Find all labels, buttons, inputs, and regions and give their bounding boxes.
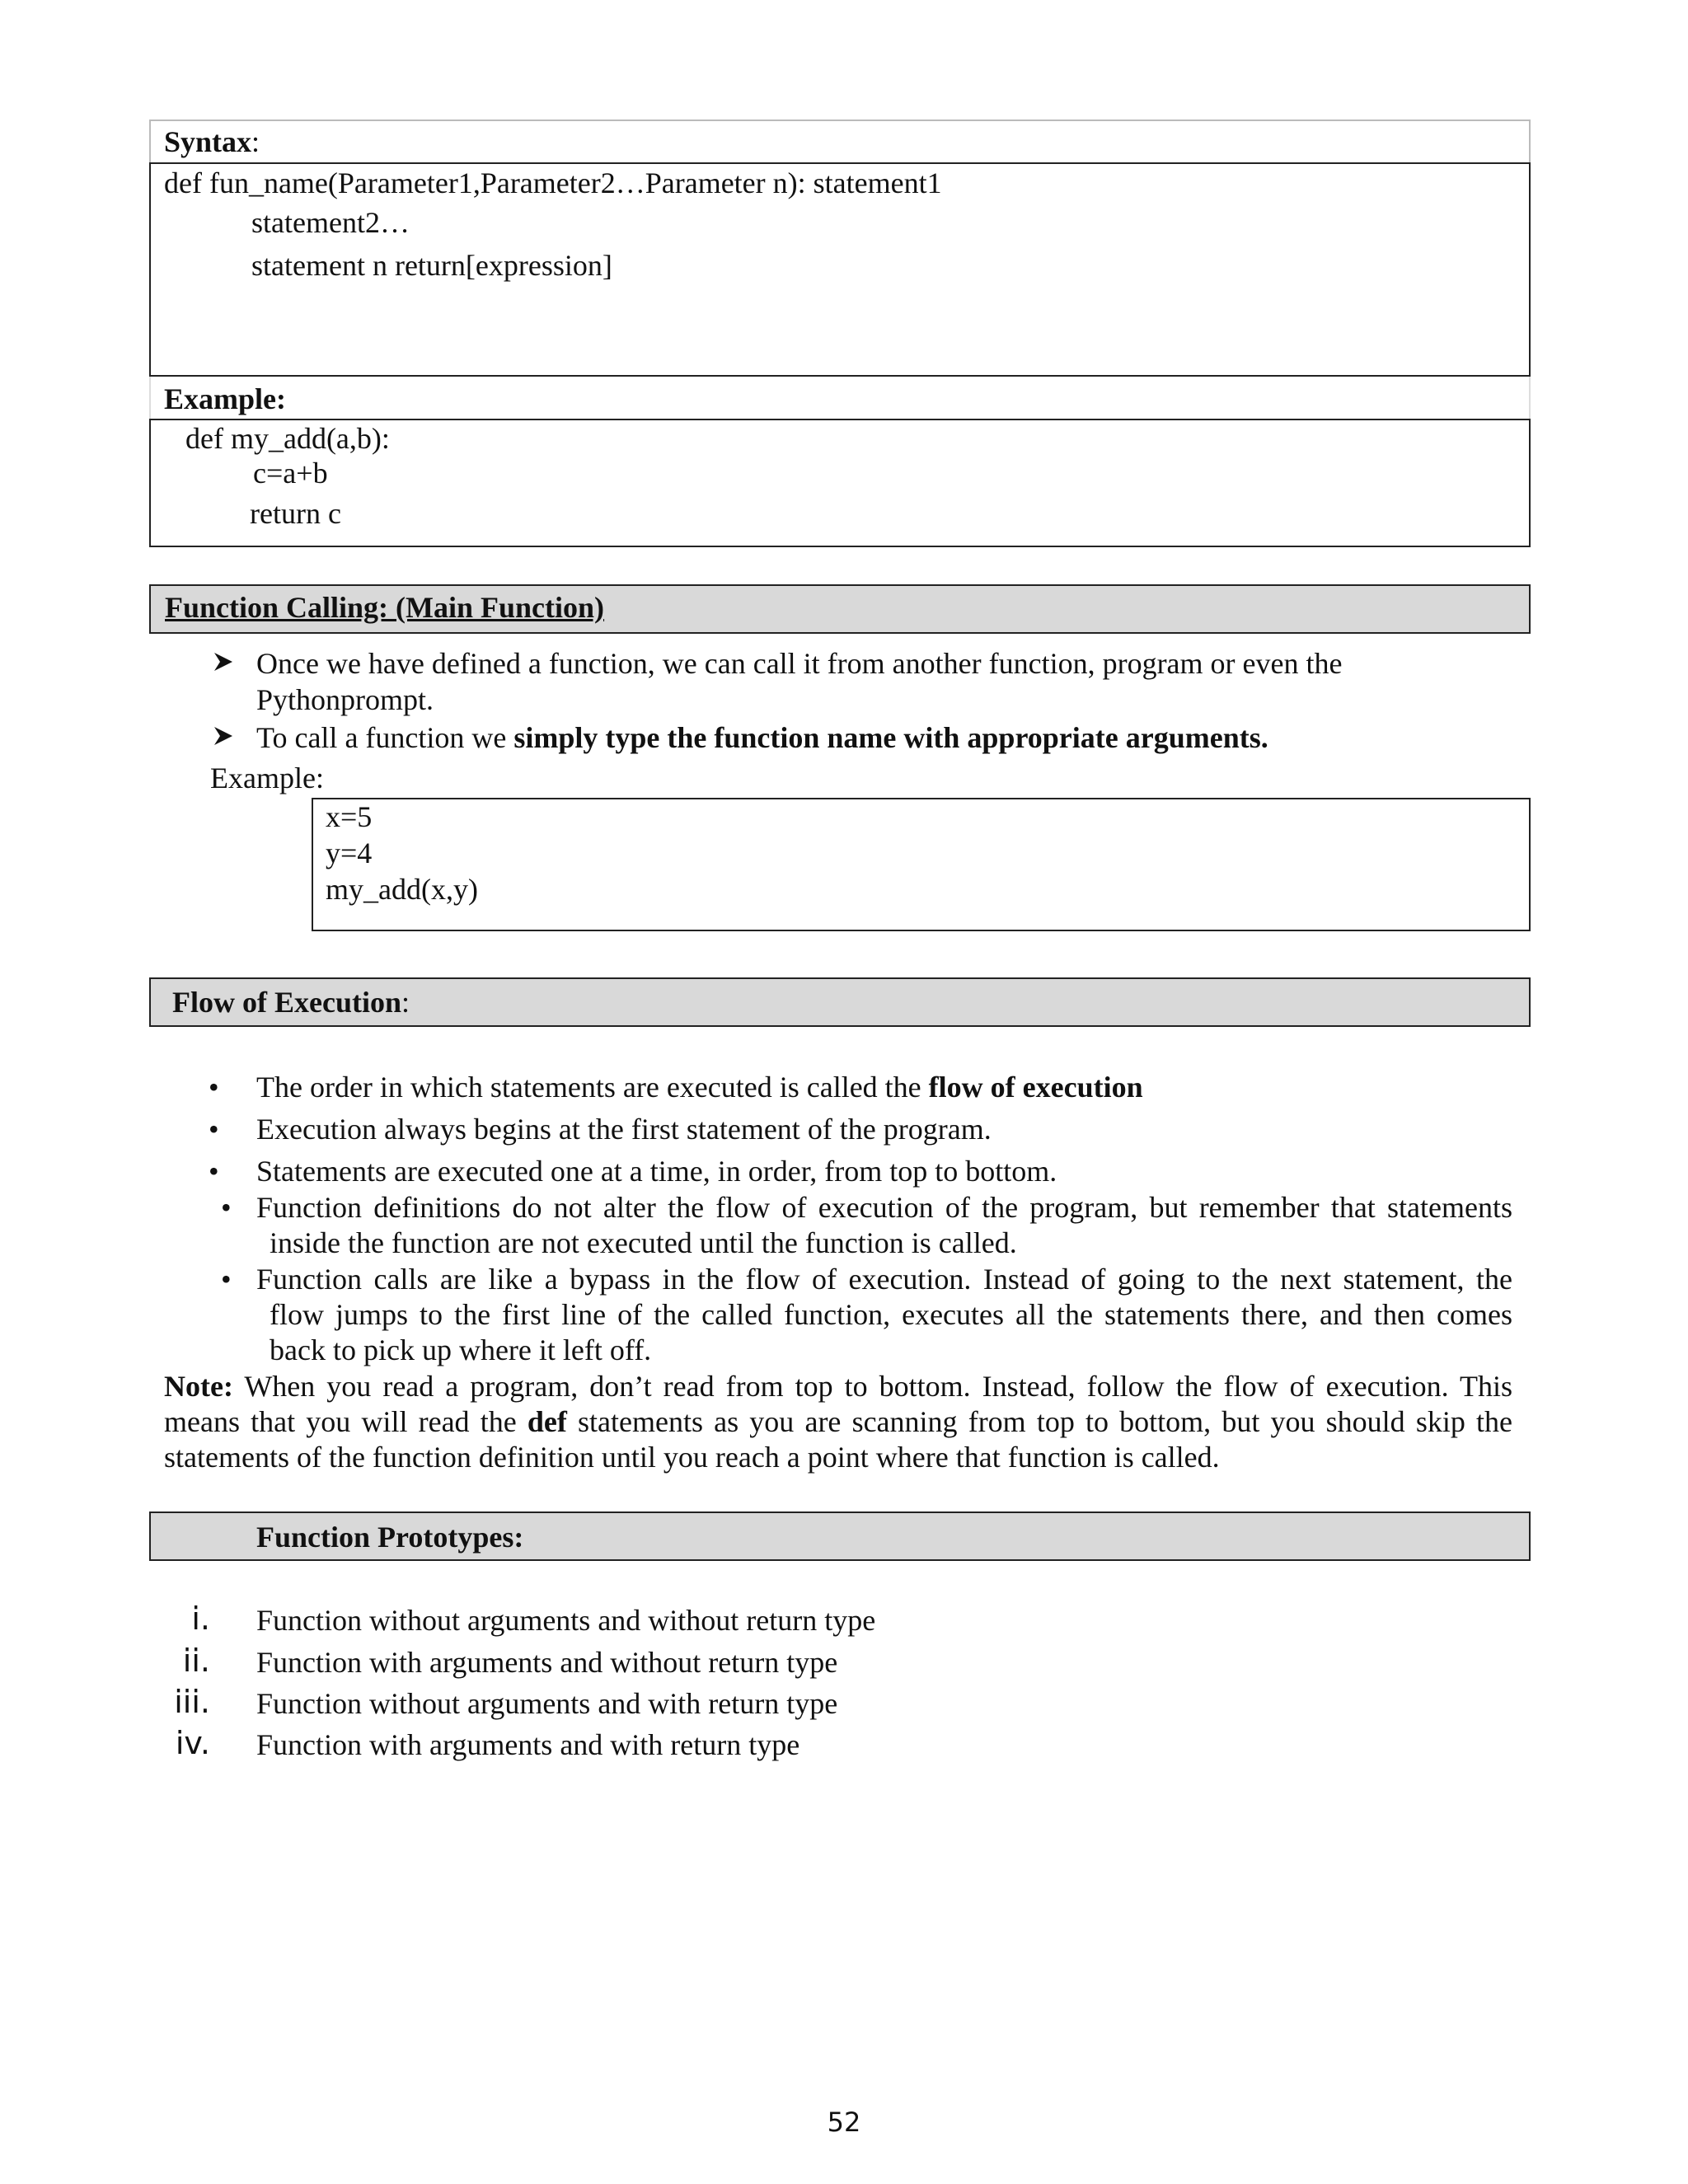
flow-bullet-3: Statements are executed one at a time, in order, from top to bottom. [256, 1155, 1057, 1188]
flow-bullet-1-bold: flow of execution [928, 1071, 1143, 1104]
example-label: Example: [164, 382, 286, 415]
syntax-line-3: statement n return[expression] [251, 249, 612, 282]
calling-code-line-3: my_add(x,y) [326, 873, 478, 906]
example-label-row [149, 377, 1531, 420]
prototype-4-text: Function with arguments and with return type [256, 1728, 800, 1761]
flow-note-line-2-b: statements as you are scanning from top to bottom, but you should skip the [566, 1405, 1512, 1438]
calling-code-line-2: y=4 [326, 837, 373, 869]
flow-note-line-2-a: means that you will read the [164, 1405, 528, 1438]
flow-bullet-4-line-2: inside the function are not executed until the function is called. [270, 1226, 1017, 1259]
calling-bullet-1-line-1: Once we have defined a function, we can call it from another function, program or even the [256, 647, 1343, 680]
prototype-2-num: ii. [182, 1643, 210, 1679]
syntax-line-1: def fun_name(Parameter1,Parameter2…Parameter n): statement1 [164, 166, 942, 199]
flow-note-line-2 [164, 1404, 1512, 1440]
prototype-1-num: i. [191, 1601, 210, 1637]
flow-bullet-2: Execution always begins at the first statement of the program. [256, 1113, 992, 1146]
flow-heading-text: Flow of Execution [172, 986, 401, 1019]
calling-bullet-2 [256, 719, 1268, 756]
calling-bullet-2-bold: simply type the function name with appropriate arguments. [513, 721, 1268, 754]
page-number: 52 [827, 2107, 861, 2138]
calling-bullet-2-prefix: To call a function we [256, 721, 514, 754]
flow-bullet-4-dot: • [221, 1191, 232, 1224]
calling-bullet-1-line-2: Pythonprompt. [256, 683, 434, 716]
flow-bullet-1 [256, 1069, 1143, 1105]
prototype-3-num: iii. [174, 1684, 210, 1720]
flow-heading [172, 984, 410, 1020]
example-line-3: return c [250, 497, 341, 530]
prototype-2-text: Function with arguments and without return type [256, 1646, 838, 1679]
flow-bullet-2-dot: • [209, 1113, 219, 1146]
example-line-2: c=a+b [253, 457, 328, 490]
prototype-4-num: iv. [175, 1725, 210, 1761]
prototype-1-text: Function without arguments and without return type [256, 1604, 876, 1637]
calling-example-label: Example: [210, 762, 324, 794]
flow-note-line-1 [164, 1368, 1512, 1404]
flow-bullet-3-dot: • [209, 1155, 219, 1188]
syntax-label-text: Syntax [164, 125, 252, 158]
flow-bullet-5-line-3: back to pick up where it left off. [270, 1333, 652, 1366]
syntax-label-colon: : [251, 125, 260, 158]
flow-note-label: Note: [164, 1370, 233, 1403]
flow-bullet-1-prefix: The order in which statements are executed is called the [256, 1071, 929, 1104]
flow-bullet-5-line-1: Function calls are like a bypass in the flow of execution. Instead of going to the next statement, the [256, 1263, 1512, 1296]
flow-bullet-4-line-1: Function definitions do not alter the flow of execution of the program, but remember that statements [256, 1191, 1512, 1224]
prototypes-heading: Function Prototypes: [256, 1521, 524, 1554]
flow-note-line-1-text: When you read a program, don’t read from top to bottom. Instead, follow the flow of execution. This [232, 1370, 1512, 1403]
prototype-3-text: Function without arguments and with return type [256, 1687, 838, 1720]
syntax-label-row [149, 120, 1531, 164]
function-calling-heading: Function Calling: (Main Function) [165, 591, 605, 624]
syntax-line-2: statement2… [251, 206, 410, 239]
flow-heading-colon: : [401, 986, 410, 1019]
flow-bullet-1-dot: • [209, 1071, 219, 1104]
flow-note-def: def [527, 1405, 567, 1438]
calling-code-box [312, 798, 1531, 931]
example-line-1: def my_add(a,b): [185, 422, 390, 455]
flow-bullet-5-line-2: flow jumps to the first line of the called function, executes all the statements there, and then comes [270, 1298, 1512, 1331]
flow-note-line-3: statements of the function definition until you reach a point where that function is called. [164, 1441, 1220, 1474]
flow-bullet-5-dot: • [221, 1263, 232, 1296]
arrow-bullet-icon [213, 651, 234, 673]
arrow-bullet-icon [213, 725, 234, 747]
syntax-label [164, 124, 260, 160]
calling-code-line-1: x=5 [326, 800, 373, 833]
